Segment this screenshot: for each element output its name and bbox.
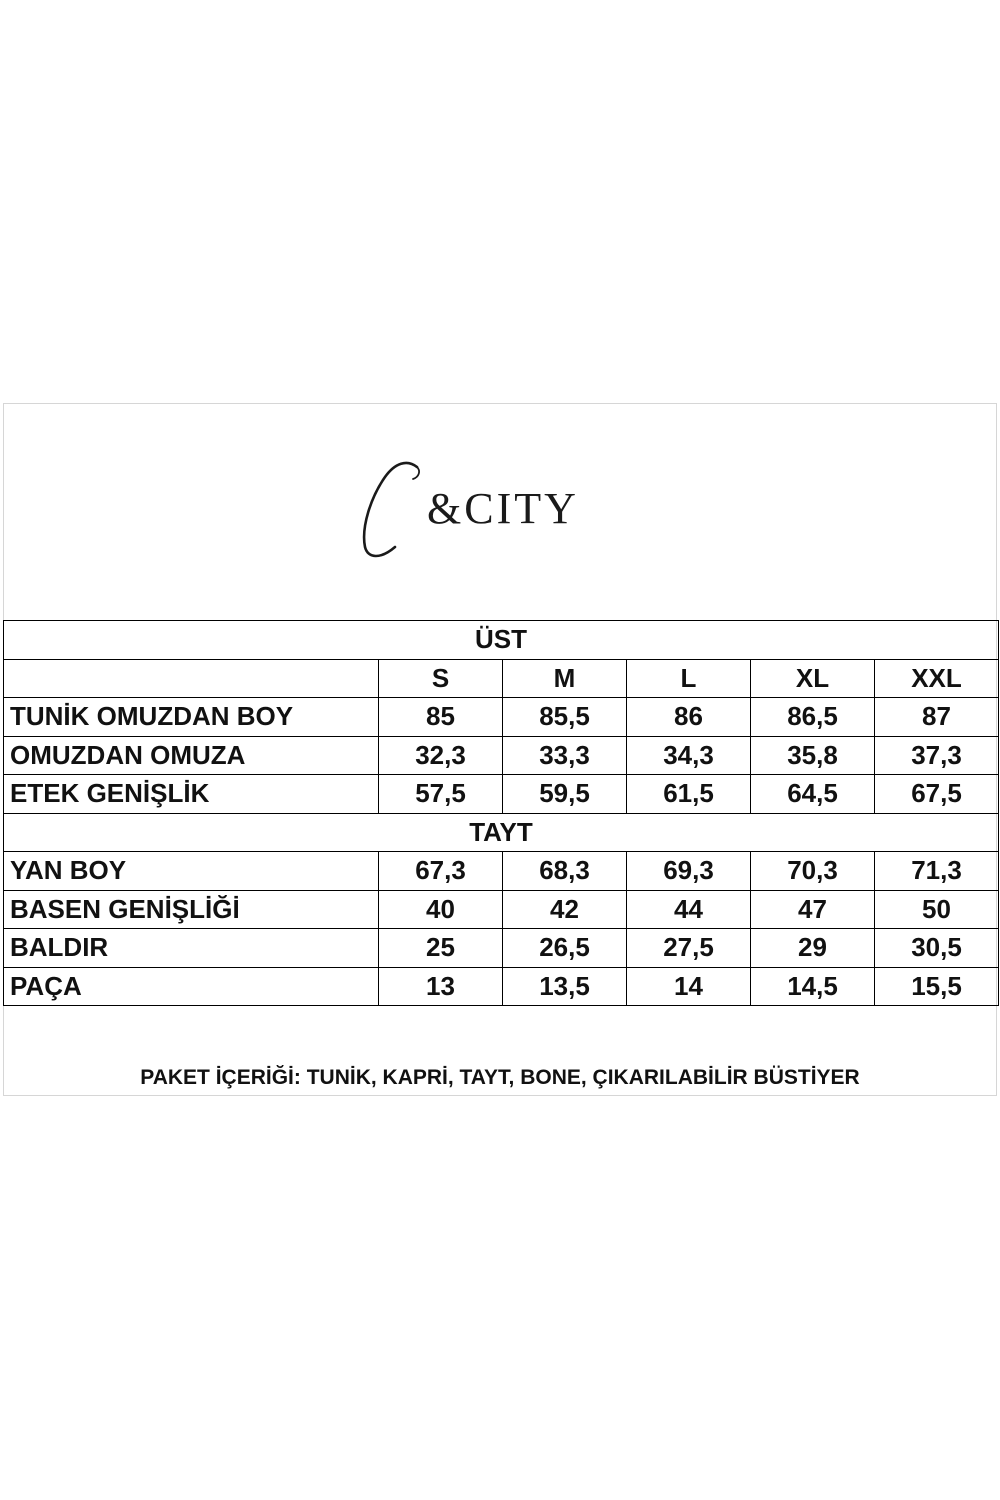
table-cell: 86,5: [751, 698, 875, 737]
row-label: PAÇA: [4, 967, 379, 1006]
table-cell: 57,5: [379, 775, 503, 814]
table-cell: 69,3: [627, 852, 751, 891]
corner-cell: [4, 659, 379, 698]
section-title-top: ÜST: [4, 621, 999, 660]
table-cell: 14,5: [751, 967, 875, 1006]
table-cell: 30,5: [875, 929, 999, 968]
section-header-row: [4, 813, 999, 852]
row-label: YAN BOY: [4, 852, 379, 891]
table-cell: 15,5: [875, 967, 999, 1006]
package-contents-note: PAKET İÇERİĞİ: TUNİK, KAPRİ, TAYT, BONE, ÇIKARILABİLİR BÜSTİYER: [140, 1066, 860, 1089]
size-header-row: [4, 659, 999, 698]
table-cell: 67,3: [379, 852, 503, 891]
size-header: XXL: [875, 659, 999, 698]
section-header-row: [4, 621, 999, 660]
size-header: L: [627, 659, 751, 698]
table-cell: 33,3: [503, 736, 627, 775]
table-cell: 71,3: [875, 852, 999, 891]
table-cell: 14: [627, 967, 751, 1006]
table-row: [4, 698, 999, 737]
table-cell: 67,5: [875, 775, 999, 814]
table-cell: 85,5: [503, 698, 627, 737]
row-label: BALDIR: [4, 929, 379, 968]
table-cell: 32,3: [379, 736, 503, 775]
table-cell: 44: [627, 890, 751, 929]
size-header: M: [503, 659, 627, 698]
table-cell: 29: [751, 929, 875, 968]
table-cell: 40: [379, 890, 503, 929]
row-label: TUNİK OMUZDAN BOY: [4, 698, 379, 737]
table-row: [4, 929, 999, 968]
table-cell: 25: [379, 929, 503, 968]
table-cell: 34,3: [627, 736, 751, 775]
table-cell: 86: [627, 698, 751, 737]
table-cell: 42: [503, 890, 627, 929]
size-header: XL: [751, 659, 875, 698]
row-label: OMUZDAN OMUZA: [4, 736, 379, 775]
table-row: [4, 967, 999, 1006]
table-row: [4, 890, 999, 929]
table-cell: 13: [379, 967, 503, 1006]
table-cell: 13,5: [503, 967, 627, 1006]
table-cell: 68,3: [503, 852, 627, 891]
table-cell: 61,5: [627, 775, 751, 814]
size-header: S: [379, 659, 503, 698]
table-cell: 50: [875, 890, 999, 929]
table-cell: 26,5: [503, 929, 627, 968]
table-cell: 70,3: [751, 852, 875, 891]
table-cell: 59,5: [503, 775, 627, 814]
row-label: BASEN GENİŞLİĞİ: [4, 890, 379, 929]
table-cell: 37,3: [875, 736, 999, 775]
brand-logo: [355, 455, 615, 565]
table-row: [4, 775, 999, 814]
table-cell: 64,5: [751, 775, 875, 814]
table-cell: 87: [875, 698, 999, 737]
table-cell: 35,8: [751, 736, 875, 775]
brand-name: &CITY: [427, 484, 579, 533]
table-row: [4, 736, 999, 775]
table-row: [4, 852, 999, 891]
table-cell: 47: [751, 890, 875, 929]
brand-logo-c-mark: [355, 455, 435, 565]
size-table: [3, 620, 999, 1006]
section-title-bottom: TAYT: [4, 813, 999, 852]
row-label: ETEK GENİŞLİK: [4, 775, 379, 814]
table-cell: 27,5: [627, 929, 751, 968]
table-cell: 85: [379, 698, 503, 737]
